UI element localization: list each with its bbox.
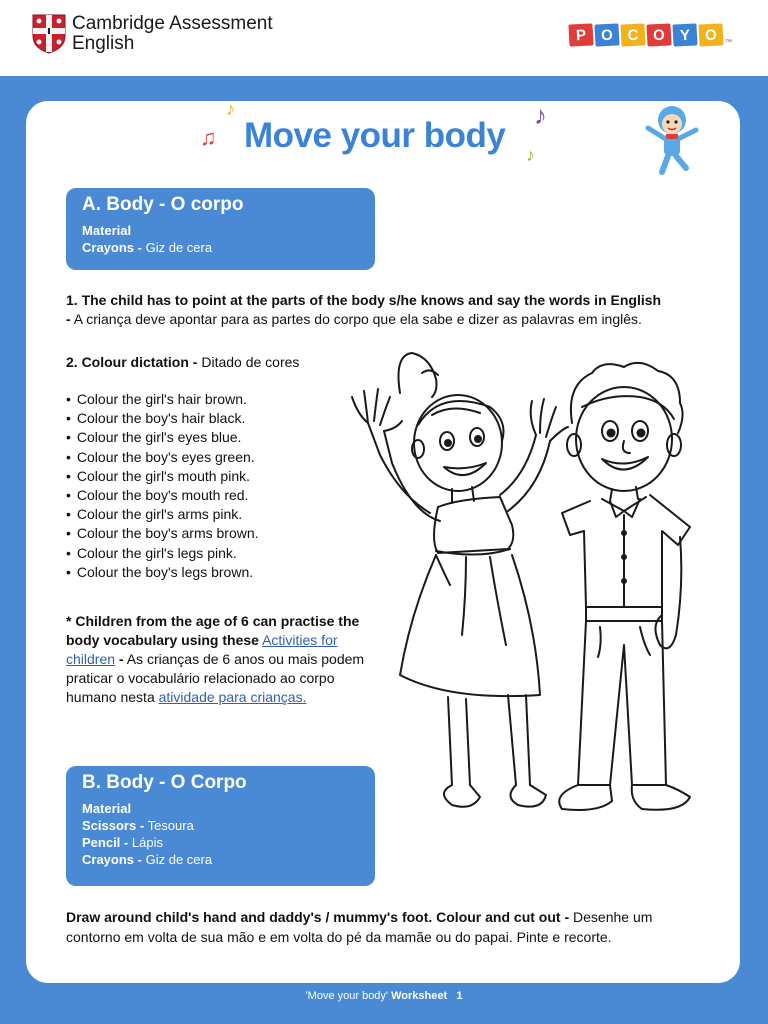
instruction-1-portuguese: A criança deve apontar para as partes do corpo que ela sabe e dizer as palavras em inglês. [73,311,642,327]
section-b-box: B. Body - O Corpo Material Scissors - Tesoura Pencil - Lápis Crayons - Giz de cera [66,766,375,886]
crayons-label: Crayons [82,240,135,255]
footer-worksheet: Worksheet [391,990,448,1002]
list-item: • Colour the boy's eyes green. [66,448,259,467]
page-header [0,0,768,76]
page-number: 1 [456,990,463,1002]
pocoyo-letter: O [594,23,619,46]
atividade-link[interactable]: atividade para crianças. [158,689,307,705]
material-label: Material [82,223,132,238]
page-title: Move your body [244,116,506,155]
list-item: • Colour the boy's legs brown. [66,563,259,582]
pocoyo-letter: O [698,23,723,46]
instruction-1-english: 1. The child has to point at the parts of the body s/he knows and say the words in English [66,292,662,308]
activities-link[interactable]: Activities for children [66,632,338,667]
scissors-label: Scissors [82,818,137,833]
instruction-2-portuguese: Ditado de cores [201,354,300,370]
children-illustration [340,345,705,825]
crayons-label: Crayons [82,852,135,867]
instruction-1: 1. The child has to point at the parts of the body s/he knows and say the words in English - A criança deve apontar para as partes do corpo que ela sabe e dizer as palavras em inglês. [66,292,662,327]
list-item: • Colour the girl's arms pink. [66,505,259,524]
pencil-label: Pencil [82,835,121,850]
crayons-translation: Giz de cera [145,852,213,867]
list-item: • Colour the girl's legs pink. [66,544,259,563]
scissors-translation: Tesoura [147,818,194,833]
age-note-english: * Children from the age of 6 can practise the body vocabulary using these [66,613,360,648]
pocoyo-letter: Y [672,23,697,46]
age-note-portuguese: As crianças de 6 anos ou mais podem praticar o vocabulário relacionado ao corpo humano nesta [66,651,365,705]
instruction-2: 2. Colour dictation - Ditado de cores [66,354,300,370]
cambridge-shield-icon [32,14,66,54]
age-note: * Children from the age of 6 can practise the body vocabulary using these Activities for children - As crianças de 6 anos ou mais podem praticar o vocabulário relacionado ao corpo humano nesta atividade para crianças. [66,613,365,705]
music-note-icon: ♫ [200,125,217,150]
page-footer [0,990,768,1002]
pencil-translation: Lápis [131,835,163,850]
pocoyo-logo [567,24,732,46]
instruction-3-portuguese: Desenhe um contorno em volta de sua mão e em volta do pé da mamãe ou do papai. Pinte e recorte. [66,909,653,945]
crayons-translation: Giz de cera [145,240,213,255]
list-item: • Colour the boy's mouth red. [66,486,259,505]
music-note-icon: ♪ [526,145,535,165]
section-b-title: B. Body - O Corpo [82,772,247,793]
section-a-box: A. Body - O corpo Material Crayons - Giz de cera [66,188,375,270]
list-item: • Colour the boy's hair black. [66,409,259,428]
instruction-2-english: 2. Colour dictation [66,354,189,370]
material-label: Material [82,801,132,816]
cambridge-name: Cambridge Assessment [72,13,273,34]
girl-figure-icon [352,353,568,807]
list-item: • Colour the girl's eyes blue. [66,428,259,447]
trademark: ™ [725,39,732,46]
footer-title: 'Move your body' [305,990,389,1002]
instruction-3: Draw around child's hand and daddy's / mummy's foot. Colour and cut out - Desenhe um contorno em volta de sua mão e em volta do pé da mamãe ou do papai. Pinte e recorte. [66,909,653,945]
pocoyo-letter: P [568,23,593,46]
pocoyo-letter: C [620,23,645,46]
boy-figure-icon [559,363,690,810]
pocoyo-letter: O [646,23,671,46]
music-note-icon: ♪ [534,100,547,130]
list-item: • Colour the girl's mouth pink. [66,467,259,486]
pocoyo-character-icon [642,100,702,180]
list-item: • Colour the boy's arms brown. [66,524,259,543]
cambridge-english: English [72,33,135,54]
colour-dictation-list [66,390,259,582]
music-note-icon: ♪ [226,99,235,119]
cambridge-logo [32,14,273,54]
section-a-title: A. Body - O corpo [82,194,244,215]
instruction-3-english: Draw around child's hand and daddy's / mummy's foot. Colour and cut out [66,909,561,925]
list-item: • Colour the girl's hair brown. [66,390,259,409]
